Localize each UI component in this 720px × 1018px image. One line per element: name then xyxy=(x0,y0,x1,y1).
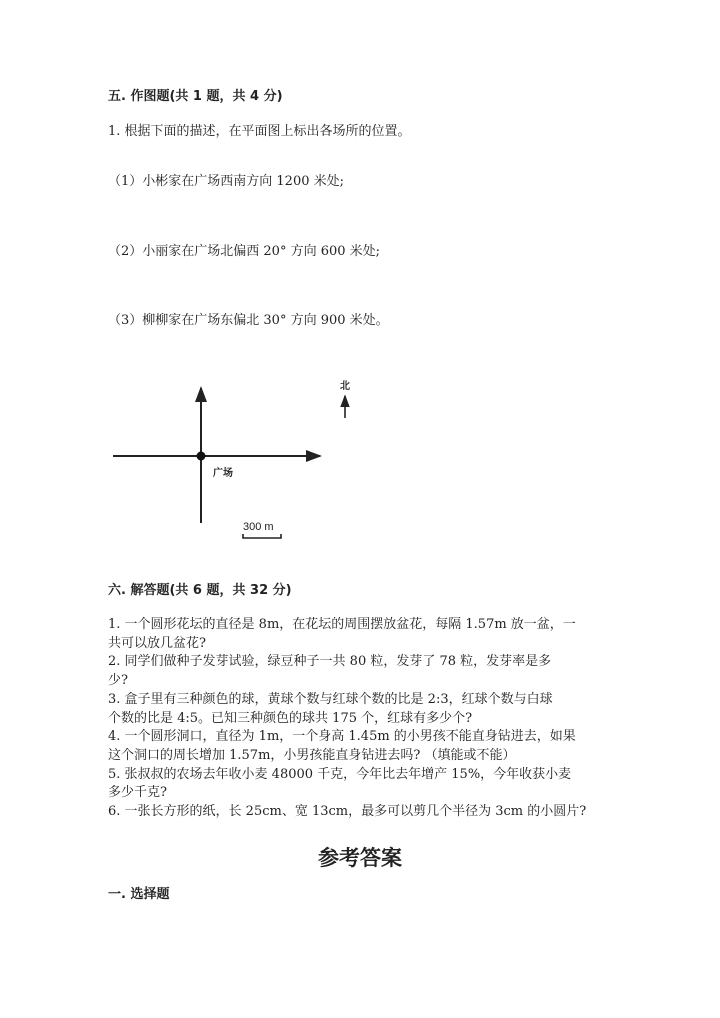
question-line: 6. 一张长方形的纸，长 25cm、宽 13cm，最多可以剪几个半径为 3cm 的小圆片? xyxy=(108,804,587,820)
section5-question: 1. 根据下面的描述，在平面图上标出各场所的位置。 xyxy=(108,124,411,139)
question-line: 多少千克? xyxy=(108,785,167,801)
question-line: 个数的比是 4:5。已知三种颜色的球共 175 个，红球有多少个? xyxy=(108,710,473,726)
section6-title: 六. 解答题(共 6 题，共 32 分) xyxy=(108,583,292,598)
question-line: 少? xyxy=(108,673,128,689)
question-line: 5. 张叔叔的农场去年收小麦 48000 千克，今年比去年增产 15%，今年收获小麦 xyxy=(108,766,572,782)
section5-item-1: （1）小彬家在广场西南方向 1200 米处; xyxy=(108,174,344,189)
section6-questions xyxy=(108,616,586,822)
scale-bar xyxy=(243,534,281,538)
north-label: 北 xyxy=(340,381,350,392)
plaza-label: 广场 xyxy=(213,468,233,479)
question-line: 这个洞口的周长增加 1.57m，小男孩能直身钻进去吗? （填能或不能） xyxy=(108,747,516,763)
section5-item-3: （3）柳柳家在广场东偏北 30° 方向 900 米处。 xyxy=(108,313,389,328)
scale-label: 300 m xyxy=(243,521,274,533)
answers-section1-title: 一. 选择题 xyxy=(108,887,170,902)
question-line: 1. 一个圆形花坛的直径是 8m，在花坛的周围摆放盆花，每隔 1.57m 放一盆，一 xyxy=(108,617,576,632)
section5-item-2: （2）小丽家在广场北偏西 20° 方向 600 米处; xyxy=(108,244,381,259)
question-line: 2. 同学们做种子发芽试验，绿豆种子一共 80 粒，发芽了 78 粒，发芽率是多 xyxy=(108,654,552,670)
question-line: 4. 一个圆形洞口，直径为 1m，一个身高 1.45m 的小男孩不能直身钻进去，如果 xyxy=(108,729,576,745)
answers-title: 参考答案 xyxy=(318,846,402,870)
question-line: 3. 盒子里有三种颜色的球，黄球个数与红球个数的比是 2:3，红球个数与白球 xyxy=(108,691,553,707)
question-line: 共可以放几盆花? xyxy=(108,635,206,651)
plaza-point xyxy=(197,452,206,461)
section5-title: 五. 作图题(共 1 题，共 4 分) xyxy=(108,89,283,104)
